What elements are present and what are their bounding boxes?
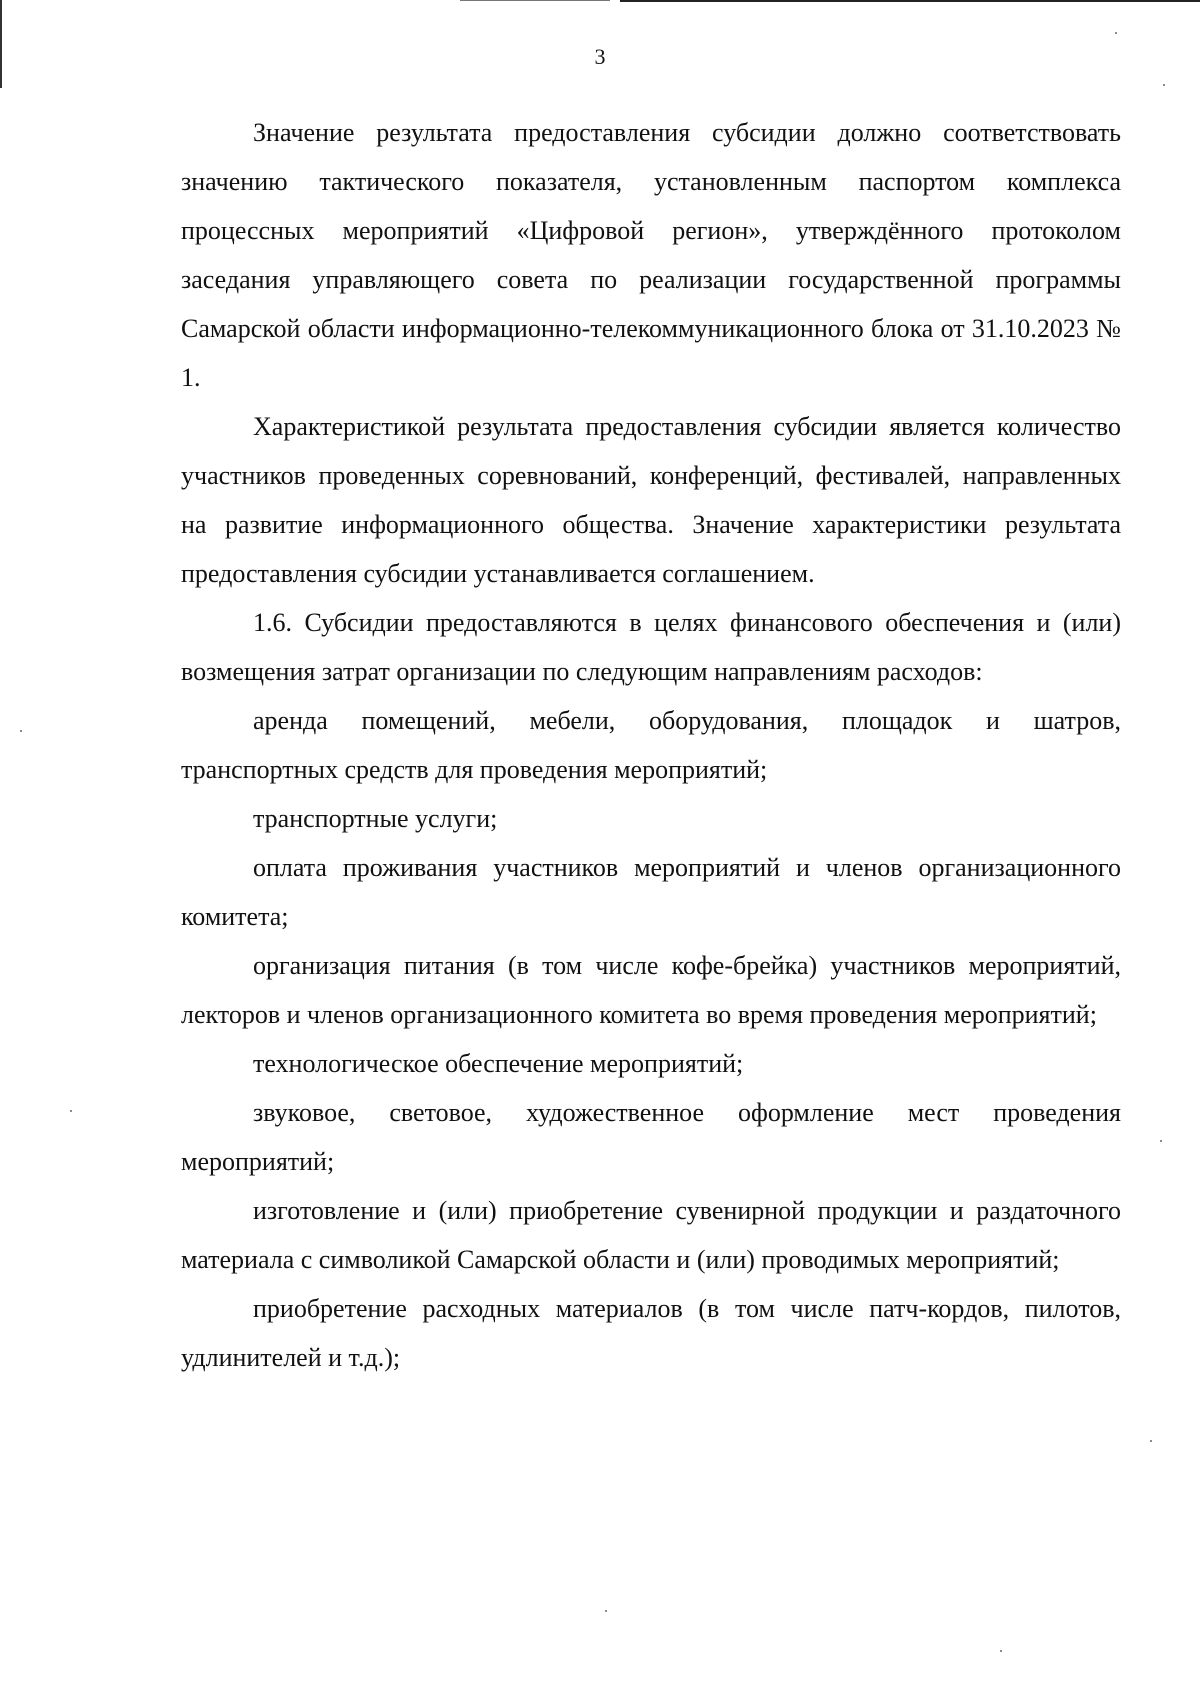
- scan-speck: [70, 1110, 72, 1112]
- list-item-accommodation: оплата проживания участников мероприятий и членов организационного комитета;: [181, 853, 1121, 931]
- top-scan-line-left: [460, 0, 610, 1]
- list-item-sound-light-design: звуковое, световое, художественное оформление мест проведения мероприятий;: [181, 1098, 1121, 1176]
- top-scan-line: [620, 0, 1200, 2]
- list-item-rent: аренда помещений, мебели, оборудования, площадок и шатров, транспортных средств для проведения мероприятий;: [181, 706, 1121, 784]
- scan-speck: [1150, 1440, 1152, 1442]
- list-item-souvenirs: изготовление и (или) приобретение сувенирной продукции и раздаточного материала с символикой Самарской области и (или) проводимых мероприятий;: [181, 1196, 1121, 1274]
- page-number: 3: [594, 44, 606, 69]
- list-item-technical-support: технологическое обеспечение мероприятий;: [253, 1049, 744, 1078]
- scan-speck: [20, 730, 22, 732]
- scan-speck: [1160, 1140, 1162, 1142]
- list-item-consumables: приобретение расходных материалов (в том числе патч-кордов, пилотов, удлинителей и т.д.);: [181, 1294, 1121, 1372]
- paragraph-result-value: Значение результата предоставления субсидии должно соответствовать значению тактического показателя, установленным паспортом комплекса процессных мероприятий «Цифровой регион», утверждённого протоколом заседания управляющего совета по реализации государственной программы Самарской области информационно-телекоммуникационного блока от 31.10.2023 № 1.: [181, 118, 1121, 392]
- scan-speck: [1115, 32, 1117, 34]
- scan-speck: [1000, 1650, 1002, 1652]
- paragraph-result-characteristic: Характеристикой результата предоставления субсидии является количество участников проведенных соревнований, конференций, фестивалей, направленных на развитие информационного общества. Значение характеристики результата предоставления субсидии устанавливается соглашением.: [181, 412, 1121, 588]
- paragraph-section-1-6: 1.6. Субсидии предоставляются в целях финансового обеспечения и (или) возмещения затрат организации по следующим направлениям расходов:: [181, 608, 1121, 686]
- list-item-transport: транспортные услуги;: [253, 804, 498, 833]
- document-body: [181, 108, 1121, 1382]
- list-item-catering: организация питания (в том числе кофе-брейка) участников мероприятий, лекторов и членов организационного комитета во время проведения мероприятий;: [181, 951, 1121, 1029]
- scan-speck: [605, 1610, 607, 1612]
- scan-speck: [1163, 84, 1165, 86]
